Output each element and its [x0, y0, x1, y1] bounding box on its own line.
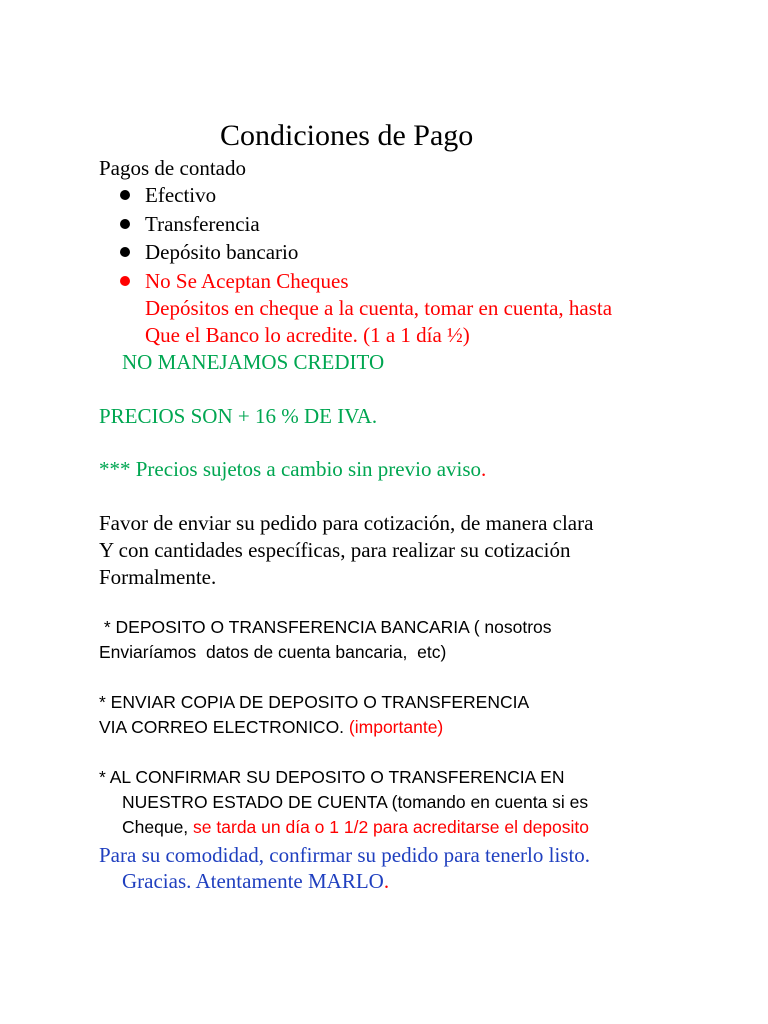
closing-line [122, 868, 389, 894]
payment-method-label: Efectivo [145, 183, 217, 207]
prices-change-notice [99, 456, 486, 482]
confirm-note-line: NUESTRO ESTADO DE CUENTA (tomando en cuenta si es [122, 792, 589, 812]
cheque-note-line: Que el Banco lo acredite. (1 a 1 día ½) [145, 323, 470, 347]
payment-method-label: Transferencia [145, 212, 260, 236]
prices-change-text: *** Precios sujetos a cambio sin previo aviso [99, 457, 482, 481]
page-title: Condiciones de Pago [220, 119, 474, 152]
order-request-line: Formalmente. [99, 565, 217, 589]
confirm-note-delay: se tarda un día o 1 1/2 para acreditarse el deposito [193, 817, 590, 837]
prices-iva-notice: PRECIOS SON + 16 % DE IVA. [99, 404, 378, 428]
important-label: (importante) [348, 717, 444, 737]
copy-note-line: * ENVIAR COPIA DE DEPOSITO O TRANSFERENCIA [99, 692, 530, 712]
copy-note-text: VIA CORREO ELECTRONICO. [99, 717, 345, 737]
prices-change-period: . [481, 457, 487, 481]
payment-method-label: No Se Aceptan Cheques [145, 269, 349, 293]
payment-method-label: Depósito bancario [145, 240, 299, 264]
cheque-note-line: Depósitos en cheque a la cuenta, tomar en cuenta, hasta [145, 296, 613, 320]
closing-signature: Gracias. Atentamente MARLO [122, 869, 384, 893]
confirm-note-line: * AL CONFIRMAR SU DEPOSITO O TRANSFERENCIA EN [99, 767, 565, 787]
confirm-note-cheque: Cheque, [122, 817, 189, 837]
bullet-icon [120, 190, 130, 200]
closing-period: . [383, 869, 390, 893]
payments-heading: Pagos de contado [99, 156, 246, 180]
no-credit-notice: NO MANEJAMOS CREDITO [122, 350, 385, 374]
bullet-icon [120, 247, 130, 257]
bullet-icon [120, 219, 130, 229]
confirm-note-line [122, 815, 589, 839]
closing-line: Para su comodidad, confirmar su pedido para tenerlo listo. [99, 843, 591, 867]
deposit-note-line: * DEPOSITO O TRANSFERENCIA BANCARIA ( nosotros [99, 617, 552, 637]
copy-note-line [99, 715, 443, 739]
order-request-line: Y con cantidades específicas, para realizar su cotización [99, 538, 571, 562]
deposit-note-line: Enviaríamos datos de cuenta bancaria, etc) [99, 642, 447, 662]
order-request-line: Favor de enviar su pedido para cotización, de manera clara [99, 511, 594, 535]
bullet-icon [120, 276, 130, 286]
